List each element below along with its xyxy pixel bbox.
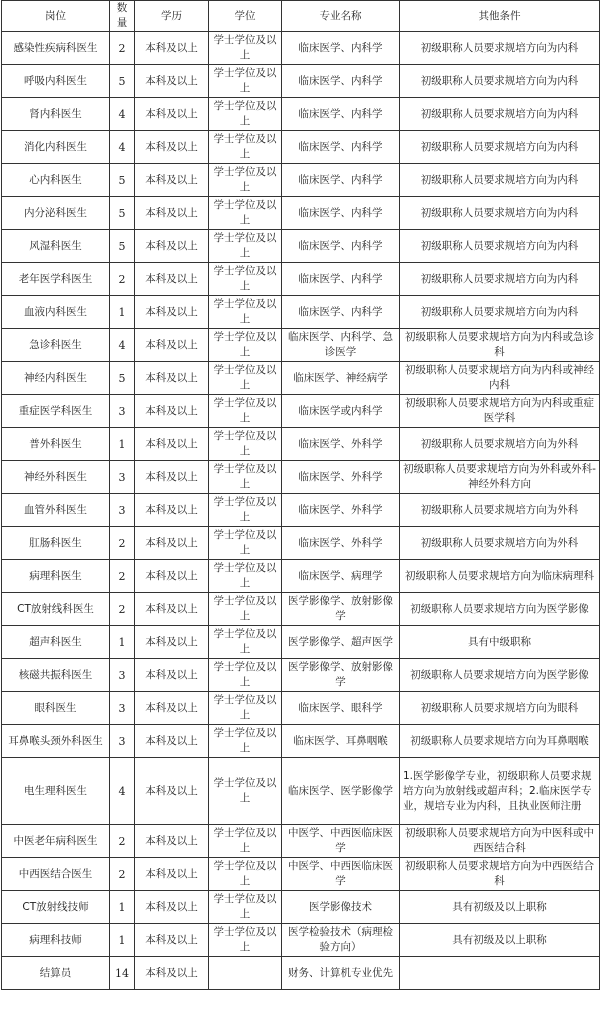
cell-count: 3	[110, 659, 135, 692]
cell-education: 本科及以上	[135, 659, 209, 692]
cell-degree: 学士学位及以上	[209, 32, 282, 65]
cell-major: 中医学、中西医临床医学	[282, 825, 400, 858]
cell-major: 临床医学、内科学	[282, 230, 400, 263]
cell-education: 本科及以上	[135, 197, 209, 230]
cell-count: 5	[110, 362, 135, 395]
cell-major: 临床医学、眼科学	[282, 692, 400, 725]
cell-major: 临床医学或内科学	[282, 395, 400, 428]
table-row	[2, 659, 600, 692]
cell-count: 2	[110, 527, 135, 560]
cell-position: 呼吸内科医生	[2, 65, 110, 98]
cell-major: 临床医学、内科学	[282, 65, 400, 98]
cell-education: 本科及以上	[135, 428, 209, 461]
header-degree: 学位	[209, 1, 282, 32]
cell-other-conditions: 初级职称人员要求规培方向为内科	[400, 131, 600, 164]
cell-position: 耳鼻喉头颈外科医生	[2, 725, 110, 758]
cell-major: 临床医学、内科学	[282, 131, 400, 164]
cell-degree: 学士学位及以上	[209, 131, 282, 164]
table-row	[2, 560, 600, 593]
cell-degree: 学士学位及以上	[209, 395, 282, 428]
cell-major: 临床医学、内科学	[282, 296, 400, 329]
cell-position: 感染性疾病科医生	[2, 32, 110, 65]
cell-other-conditions: 初级职称人员要求规培方向为内科或重症医学科	[400, 395, 600, 428]
cell-position: 中西医结合医生	[2, 858, 110, 891]
cell-education: 本科及以上	[135, 461, 209, 494]
cell-other-conditions: 具有中级职称	[400, 626, 600, 659]
cell-other-conditions: 初级职称人员要求规培方向为内科或神经内科	[400, 362, 600, 395]
cell-other-conditions: 初级职称人员要求规培方向为外科	[400, 527, 600, 560]
cell-major: 中医学、中西医临床医学	[282, 858, 400, 891]
table-row	[2, 758, 600, 825]
cell-other-conditions: 初级职称人员要求规培方向为医学影像	[400, 659, 600, 692]
table-header-row	[2, 1, 600, 32]
cell-major: 临床医学、病理学	[282, 560, 400, 593]
cell-position: 风湿科医生	[2, 230, 110, 263]
cell-degree: 学士学位及以上	[209, 329, 282, 362]
cell-degree: 学士学位及以上	[209, 891, 282, 924]
cell-count: 4	[110, 329, 135, 362]
cell-education: 本科及以上	[135, 593, 209, 626]
cell-major: 临床医学、内科学	[282, 164, 400, 197]
cell-degree: 学士学位及以上	[209, 461, 282, 494]
table-row	[2, 395, 600, 428]
table-row	[2, 98, 600, 131]
cell-degree: 学士学位及以上	[209, 924, 282, 957]
header-other-conditions: 其他条件	[400, 1, 600, 32]
cell-other-conditions: 初级职称人员要求规培方向为临床病理科	[400, 560, 600, 593]
cell-other-conditions: 初级职称人员要求规培方向为内科	[400, 164, 600, 197]
cell-education: 本科及以上	[135, 230, 209, 263]
cell-position: 消化内科医生	[2, 131, 110, 164]
header-count: 数量	[110, 1, 135, 32]
cell-count: 14	[110, 957, 135, 990]
cell-education: 本科及以上	[135, 131, 209, 164]
cell-education: 本科及以上	[135, 65, 209, 98]
table-row	[2, 924, 600, 957]
cell-count: 4	[110, 758, 135, 825]
cell-education: 本科及以上	[135, 329, 209, 362]
cell-major: 临床医学、外科学	[282, 428, 400, 461]
cell-position: 急诊科医生	[2, 329, 110, 362]
table-row	[2, 32, 600, 65]
cell-degree	[209, 957, 282, 990]
cell-major: 临床医学、内科学	[282, 32, 400, 65]
cell-degree: 学士学位及以上	[209, 758, 282, 825]
cell-count: 5	[110, 230, 135, 263]
table-row	[2, 329, 600, 362]
header-position: 岗位	[2, 1, 110, 32]
cell-major: 临床医学、神经病学	[282, 362, 400, 395]
cell-major: 医学影像学、放射影像学	[282, 659, 400, 692]
cell-degree: 学士学位及以上	[209, 65, 282, 98]
table-row	[2, 692, 600, 725]
table-row	[2, 263, 600, 296]
cell-other-conditions: 初级职称人员要求规培方向为内科	[400, 65, 600, 98]
cell-count: 1	[110, 626, 135, 659]
cell-major: 财务、计算机专业优先	[282, 957, 400, 990]
table-row	[2, 626, 600, 659]
cell-education: 本科及以上	[135, 725, 209, 758]
cell-education: 本科及以上	[135, 164, 209, 197]
cell-degree: 学士学位及以上	[209, 98, 282, 131]
header-education: 学历	[135, 1, 209, 32]
cell-position: CT放射线科医生	[2, 593, 110, 626]
cell-degree: 学士学位及以上	[209, 825, 282, 858]
cell-education: 本科及以上	[135, 924, 209, 957]
cell-position: 肾内科医生	[2, 98, 110, 131]
cell-other-conditions: 初级职称人员要求规培方向为内科	[400, 230, 600, 263]
cell-other-conditions: 初级职称人员要求规培方向为内科或急诊科	[400, 329, 600, 362]
cell-other-conditions: 具有初级及以上职称	[400, 924, 600, 957]
cell-position: 重症医学科医生	[2, 395, 110, 428]
cell-count: 4	[110, 131, 135, 164]
cell-position: 心内科医生	[2, 164, 110, 197]
cell-other-conditions: 初级职称人员要求规培方向为内科	[400, 32, 600, 65]
cell-position: 病理科医生	[2, 560, 110, 593]
recruitment-table	[1, 0, 600, 990]
cell-major: 临床医学、内科学	[282, 98, 400, 131]
cell-position: 病理科技师	[2, 924, 110, 957]
cell-other-conditions: 具有初级及以上职称	[400, 891, 600, 924]
cell-degree: 学士学位及以上	[209, 230, 282, 263]
cell-major: 医学影像学、超声医学	[282, 626, 400, 659]
cell-education: 本科及以上	[135, 263, 209, 296]
cell-major: 临床医学、医学影像学	[282, 758, 400, 825]
cell-degree: 学士学位及以上	[209, 362, 282, 395]
cell-education: 本科及以上	[135, 626, 209, 659]
cell-count: 1	[110, 428, 135, 461]
cell-degree: 学士学位及以上	[209, 626, 282, 659]
cell-other-conditions: 初级职称人员要求规培方向为中医科或中西医结合科	[400, 825, 600, 858]
cell-count: 2	[110, 32, 135, 65]
cell-degree: 学士学位及以上	[209, 164, 282, 197]
cell-position: CT放射线技师	[2, 891, 110, 924]
cell-education: 本科及以上	[135, 494, 209, 527]
cell-count: 3	[110, 494, 135, 527]
cell-education: 本科及以上	[135, 560, 209, 593]
cell-major: 医学影像学、放射影像学	[282, 593, 400, 626]
cell-degree: 学士学位及以上	[209, 296, 282, 329]
cell-education: 本科及以上	[135, 758, 209, 825]
cell-degree: 学士学位及以上	[209, 263, 282, 296]
cell-major: 医学检验技术（病理检验方向）	[282, 924, 400, 957]
cell-other-conditions: 初级职称人员要求规培方向为医学影像	[400, 593, 600, 626]
cell-count: 2	[110, 593, 135, 626]
cell-other-conditions: 初级职称人员要求规培方向为眼科	[400, 692, 600, 725]
cell-count: 3	[110, 461, 135, 494]
cell-other-conditions	[400, 957, 600, 990]
cell-education: 本科及以上	[135, 32, 209, 65]
cell-degree: 学士学位及以上	[209, 527, 282, 560]
table-row	[2, 296, 600, 329]
cell-count: 5	[110, 164, 135, 197]
cell-position: 神经外科医生	[2, 461, 110, 494]
cell-count: 1	[110, 924, 135, 957]
cell-education: 本科及以上	[135, 395, 209, 428]
table-row	[2, 858, 600, 891]
table-row	[2, 230, 600, 263]
cell-other-conditions: 初级职称人员要求规培方向为内科	[400, 263, 600, 296]
cell-other-conditions: 初级职称人员要求规培方向为内科	[400, 98, 600, 131]
cell-position: 神经内科医生	[2, 362, 110, 395]
table-row	[2, 527, 600, 560]
cell-degree: 学士学位及以上	[209, 593, 282, 626]
cell-count: 5	[110, 65, 135, 98]
cell-major: 临床医学、外科学	[282, 494, 400, 527]
cell-degree: 学士学位及以上	[209, 494, 282, 527]
cell-count: 2	[110, 263, 135, 296]
cell-other-conditions: 初级职称人员要求规培方向为内科	[400, 197, 600, 230]
cell-other-conditions: 初级职称人员要求规培方向为内科	[400, 296, 600, 329]
cell-position: 超声科医生	[2, 626, 110, 659]
cell-education: 本科及以上	[135, 825, 209, 858]
cell-education: 本科及以上	[135, 891, 209, 924]
cell-position: 电生理科医生	[2, 758, 110, 825]
table-row	[2, 164, 600, 197]
cell-major: 临床医学、内科学	[282, 263, 400, 296]
cell-count: 1	[110, 891, 135, 924]
cell-education: 本科及以上	[135, 527, 209, 560]
cell-count: 2	[110, 825, 135, 858]
table-row	[2, 825, 600, 858]
table-row	[2, 65, 600, 98]
cell-count: 2	[110, 560, 135, 593]
cell-count: 3	[110, 395, 135, 428]
cell-count: 1	[110, 296, 135, 329]
table-row	[2, 891, 600, 924]
table-row	[2, 131, 600, 164]
header-major: 专业名称	[282, 1, 400, 32]
cell-degree: 学士学位及以上	[209, 428, 282, 461]
cell-major: 临床医学、内科学	[282, 197, 400, 230]
cell-education: 本科及以上	[135, 296, 209, 329]
cell-count: 4	[110, 98, 135, 131]
table-row	[2, 494, 600, 527]
cell-position: 普外科医生	[2, 428, 110, 461]
cell-other-conditions: 初级职称人员要求规培方向为外科	[400, 494, 600, 527]
cell-position: 中医老年病科医生	[2, 825, 110, 858]
table-row	[2, 593, 600, 626]
cell-major: 临床医学、外科学	[282, 527, 400, 560]
cell-major: 临床医学、内科学、急诊医学	[282, 329, 400, 362]
cell-degree: 学士学位及以上	[209, 858, 282, 891]
cell-other-conditions: 初级职称人员要求规培方向为中西医结合科	[400, 858, 600, 891]
cell-major: 医学影像技术	[282, 891, 400, 924]
cell-position: 核磁共振科医生	[2, 659, 110, 692]
cell-degree: 学士学位及以上	[209, 692, 282, 725]
table-row	[2, 461, 600, 494]
cell-degree: 学士学位及以上	[209, 659, 282, 692]
cell-degree: 学士学位及以上	[209, 197, 282, 230]
cell-major: 临床医学、外科学	[282, 461, 400, 494]
cell-count: 2	[110, 858, 135, 891]
cell-count: 5	[110, 197, 135, 230]
cell-education: 本科及以上	[135, 362, 209, 395]
cell-education: 本科及以上	[135, 858, 209, 891]
table-row	[2, 197, 600, 230]
cell-count: 3	[110, 725, 135, 758]
table-body	[2, 32, 600, 990]
cell-position: 肛肠科医生	[2, 527, 110, 560]
cell-position: 血液内科医生	[2, 296, 110, 329]
cell-education: 本科及以上	[135, 957, 209, 990]
table-row	[2, 362, 600, 395]
cell-position: 内分泌科医生	[2, 197, 110, 230]
cell-major: 临床医学、耳鼻咽喉	[282, 725, 400, 758]
table-row	[2, 957, 600, 990]
table-row	[2, 428, 600, 461]
cell-position: 老年医学科医生	[2, 263, 110, 296]
table-row	[2, 725, 600, 758]
cell-count: 3	[110, 692, 135, 725]
cell-other-conditions: 初级职称人员要求规培方向为外科或外科-神经外科方向	[400, 461, 600, 494]
cell-degree: 学士学位及以上	[209, 560, 282, 593]
cell-other-conditions: 初级职称人员要求规培方向为外科	[400, 428, 600, 461]
cell-other-conditions: 初级职称人员要求规培方向为耳鼻咽喉	[400, 725, 600, 758]
cell-education: 本科及以上	[135, 692, 209, 725]
cell-education: 本科及以上	[135, 98, 209, 131]
cell-other-conditions: 1.医学影像学专业，初级职称人员要求规培方向为放射线或超声科；2.临床医学专业，规培专业为内科，且执业医师注册	[400, 758, 600, 825]
cell-position: 眼科医生	[2, 692, 110, 725]
cell-degree: 学士学位及以上	[209, 725, 282, 758]
cell-position: 血管外科医生	[2, 494, 110, 527]
cell-position: 结算员	[2, 957, 110, 990]
